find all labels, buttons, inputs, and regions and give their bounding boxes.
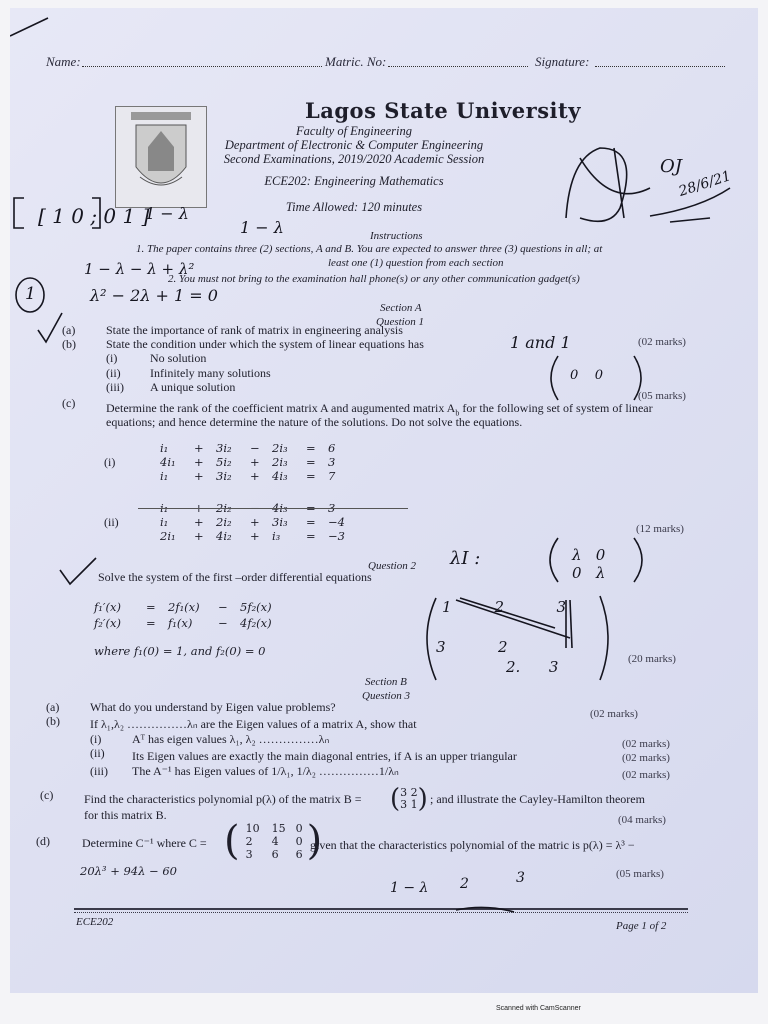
equation-term: + — [194, 515, 204, 529]
scanner-credit: Scanned with CamScanner — [496, 1005, 581, 1012]
q3-b-iii-label: (iii) — [90, 764, 108, 778]
equation-term: = — [306, 455, 316, 469]
q1-c-text-line-1: Determine the rank of the coefficient matrix A and augumented matrix $A_b$ for the following set of system of linear — [106, 401, 653, 418]
hand-matrix-entries: 1 2 3 — [442, 598, 566, 616]
hand-lambda-matrix: λ 0 0 λ — [572, 546, 606, 582]
equation-term: = — [306, 501, 316, 515]
q3-c-text: Find the characteristics polynomial p(λ) of the matrix B = — [84, 792, 362, 806]
time-allowed: Time Allowed: 120 minutes — [285, 200, 423, 214]
matric-label: Matric. No: — [325, 54, 387, 69]
differential-equation-term: 4f₂(x) — [240, 616, 272, 630]
differential-equation-term: f₂′(x) — [94, 616, 121, 630]
equation-term: i₁ — [160, 515, 169, 529]
differential-equation-term: = — [146, 600, 156, 614]
exam-paper — [10, 8, 758, 993]
q1-b-iii-label: (iii) — [106, 380, 124, 394]
equation-term: 4i₁ — [160, 455, 176, 469]
session-name: Second Examinations, 2019/2020 Academic Session — [223, 152, 485, 166]
q3-b-text: If λ₁,λ₂ ……………λₙ are the Eigen values of a matrix A, show that — [90, 717, 417, 731]
q3-a-text: What do you understand by Eigen value problems? — [90, 700, 336, 714]
q1-b-ii-label: (ii) — [106, 366, 121, 380]
checkmark-icon — [38, 313, 62, 342]
q1-b-i-label: (i) — [106, 351, 118, 365]
q3-d-label: (d) — [36, 834, 50, 848]
hand-note-3: 1 − λ − λ + λ² — [84, 260, 195, 278]
faculty-name: Faculty of Engineering — [296, 124, 412, 138]
q1-a-label: (a) — [62, 323, 76, 337]
q1-c-marks: (12 marks) — [636, 523, 684, 535]
q3-b-i-label: (i) — [90, 732, 102, 746]
equation-term: i₁ — [160, 469, 169, 483]
equation-term: 2i₂ — [216, 501, 232, 515]
equation-term: + — [194, 441, 204, 455]
equation-term: 3i₃ — [272, 515, 288, 529]
q3-c-text-line-2: for this matrix B. — [84, 808, 167, 822]
university-name: Lagos State University — [305, 98, 581, 123]
hand-note-1: 1 − λ — [145, 204, 189, 223]
instructions-heading: Instructions — [370, 230, 423, 242]
q3-d-text-post: given that the characteristics polynomial of the matric is p(λ) = λ³ − — [310, 838, 635, 852]
q2-text: Solve the system of the first –order differential equations — [98, 570, 372, 584]
course-title: ECE202: Engineering Mathematics — [264, 174, 444, 188]
differential-equation-term: 2f₁(x) — [168, 600, 200, 614]
q1-c-label: (c) — [62, 396, 76, 410]
differential-equation-term: = — [146, 616, 156, 630]
equation-term: − — [250, 501, 260, 515]
question-2-heading: Question 2 — [368, 560, 416, 572]
hand-bottom-note-2: 2 — [460, 876, 469, 892]
equation-term: 5i₂ — [216, 455, 232, 469]
footer-course: ECE202 — [76, 916, 114, 928]
equation-term: 4i₂ — [216, 529, 232, 543]
equation-term: 6 — [328, 441, 336, 455]
hand-note-2: 1 − λ — [240, 218, 284, 237]
equation-term: = — [306, 441, 316, 455]
department-name: Department of Electronic & Computer Engineering — [224, 138, 484, 152]
q3-b-i-text: Aᵀ has eigen values λ₁, λ₂ ……………λₙ — [132, 732, 330, 746]
hand-note-4: λ² − 2λ + 1 = 0 — [90, 286, 218, 305]
equation-term: = — [306, 529, 316, 543]
name-label: Name: — [46, 54, 81, 69]
hand-circled-number: 1 — [25, 284, 36, 304]
equation-term: 7 — [328, 469, 336, 483]
equation-term: + — [250, 455, 260, 469]
q3-c-text-post: ; and illustrate the Cayley-Hamilton theorem — [430, 792, 645, 806]
instruction-1-line-1: 1. The paper contains three (2) sections, A and B. You are expected to answer three (3) questions in all; at — [136, 243, 603, 255]
equation-term: + — [194, 529, 204, 543]
differential-equation-term: − — [218, 600, 228, 614]
hand-lambda-eq: λI : — [450, 548, 481, 569]
hand-bottom-note-3: 3 — [516, 870, 525, 886]
instruction-1-line-2: least one (1) question from each section — [328, 257, 504, 269]
q3-b-iii-text: The A⁻¹ has Eigen values of 1/λ₁, 1/λ₂ ……………1/λₙ — [132, 764, 399, 778]
equation-term: i₃ — [272, 529, 281, 543]
equation-term: + — [250, 515, 260, 529]
q3-d-text-line-2: 20λ³ + 94λ − 60 — [80, 864, 177, 878]
matrix-c-grid: 10 15 0 2 4 0 3 6 6 — [245, 821, 303, 861]
q3-a-marks: (02 marks) — [590, 708, 638, 720]
equation-term: i₁ — [160, 501, 169, 515]
equation-term: + — [194, 455, 204, 469]
hand-matrix-top-left: [ 1 0 ; 0 1 ] — [38, 204, 150, 228]
equation-term: 3i₂ — [216, 469, 232, 483]
equation-term: = — [306, 469, 316, 483]
question-3-heading: Question 3 — [362, 690, 410, 702]
q1-b-text: State the condition under which the system of linear equations has — [106, 337, 424, 351]
checkmark-icon-2 — [60, 558, 96, 584]
equation-term: 2i₃ — [272, 455, 288, 469]
equation-term: −4 — [328, 515, 345, 529]
q1-b-label: (b) — [62, 337, 76, 351]
hand-note-1-and-1: 1 and 1 — [510, 333, 571, 352]
footer-page: Page 1 of 2 — [616, 920, 667, 932]
q1-a-text: State the importance of rank of matrix in engineering analysis — [106, 323, 403, 337]
differential-equation-term: − — [218, 616, 228, 630]
q1-b-iii-text: A unique solution — [150, 380, 236, 394]
q1-b-i-text: No solution — [150, 351, 207, 365]
q1-b-marks: (05 marks) — [638, 390, 686, 402]
q2-marks: (20 marks) — [628, 653, 676, 665]
equation-term: 2i₁ — [160, 529, 176, 543]
differential-equation-term: f₁′(x) — [94, 600, 121, 614]
q3-d-text: Determine C⁻¹ where C = — [82, 836, 207, 850]
hand-date-note: 28/6/21 — [676, 168, 734, 200]
q3-b-i-marks: (02 marks) — [622, 738, 670, 750]
q3-d-marks: (05 marks) — [616, 868, 664, 880]
q1-c-text-line-2: equations; and hence determine the nature of the solutions. Do not solve the equations. — [106, 415, 523, 429]
system-1-label: (i) — [104, 455, 116, 469]
q3-c-label: (c) — [40, 788, 54, 802]
hand-matrix-entries-2: 3 2 — [436, 638, 508, 656]
hand-matrix-entries-3: 2. 3 — [506, 658, 559, 676]
differential-equation-term: f₁(x) — [168, 616, 193, 630]
hand-bottom-note-1: 1 − λ — [390, 880, 429, 896]
corner-stroke — [10, 18, 48, 36]
q2-initial-conditions: where f₁(0) = 1, and f₂(0) = 0 — [94, 644, 266, 658]
equation-term: 3i₂ — [216, 441, 232, 455]
equation-term: + — [194, 469, 204, 483]
q3-b-label: (b) — [46, 714, 60, 728]
handwriting-strokes — [10, 8, 758, 993]
equation-term: 4i₃ — [272, 469, 288, 483]
equation-term: i₁ — [160, 441, 169, 455]
differential-equation-term: 5f₂(x) — [240, 600, 272, 614]
hand-signature-note: OJ — [660, 156, 682, 177]
question-1-heading: Question 1 — [376, 316, 424, 328]
equation-term: + — [250, 469, 260, 483]
hand-zero-matrix: 0 0 — [570, 368, 604, 383]
matrix-c: ( 10 15 0 2 4 0 3 6 6 ) — [224, 818, 323, 864]
signature-label: Signature: — [535, 54, 590, 69]
system-2-label: (ii) — [104, 515, 119, 529]
q3-b-ii-marks: (02 marks) — [622, 752, 670, 764]
q3-b-ii-label: (ii) — [90, 746, 105, 760]
q3-b-ii-text: Its Eigen values are exactly the main diagonal entries, if A is an upper triangular — [132, 749, 517, 763]
equation-term: 2i₂ — [216, 515, 232, 529]
q3-c-marks: (04 marks) — [618, 814, 666, 826]
equation-term: = — [306, 515, 316, 529]
equation-term: 2i₃ — [272, 441, 288, 455]
q1-a-marks: (02 marks) — [638, 336, 686, 348]
q1-b-ii-text: Infinitely many solutions — [150, 366, 271, 380]
equation-term: −3 — [328, 529, 345, 543]
instruction-2: 2. You must not bring to the examination hall phone(s) or any other communication gadget(s) — [168, 273, 580, 285]
equation-term: + — [250, 529, 260, 543]
section-a-heading: Section A — [380, 302, 422, 314]
matrix-b: (3 2 3 1) — [390, 784, 428, 814]
q3-b-iii-marks: (02 marks) — [622, 769, 670, 781]
equation-term: 3 — [328, 455, 336, 469]
q3-a-label: (a) — [46, 700, 60, 714]
equation-term: 4i₃ — [272, 501, 288, 515]
section-b-heading: Section B — [365, 676, 407, 688]
equation-term: − — [250, 441, 260, 455]
equation-term: + — [194, 501, 204, 515]
equation-term: 3 — [328, 501, 336, 515]
